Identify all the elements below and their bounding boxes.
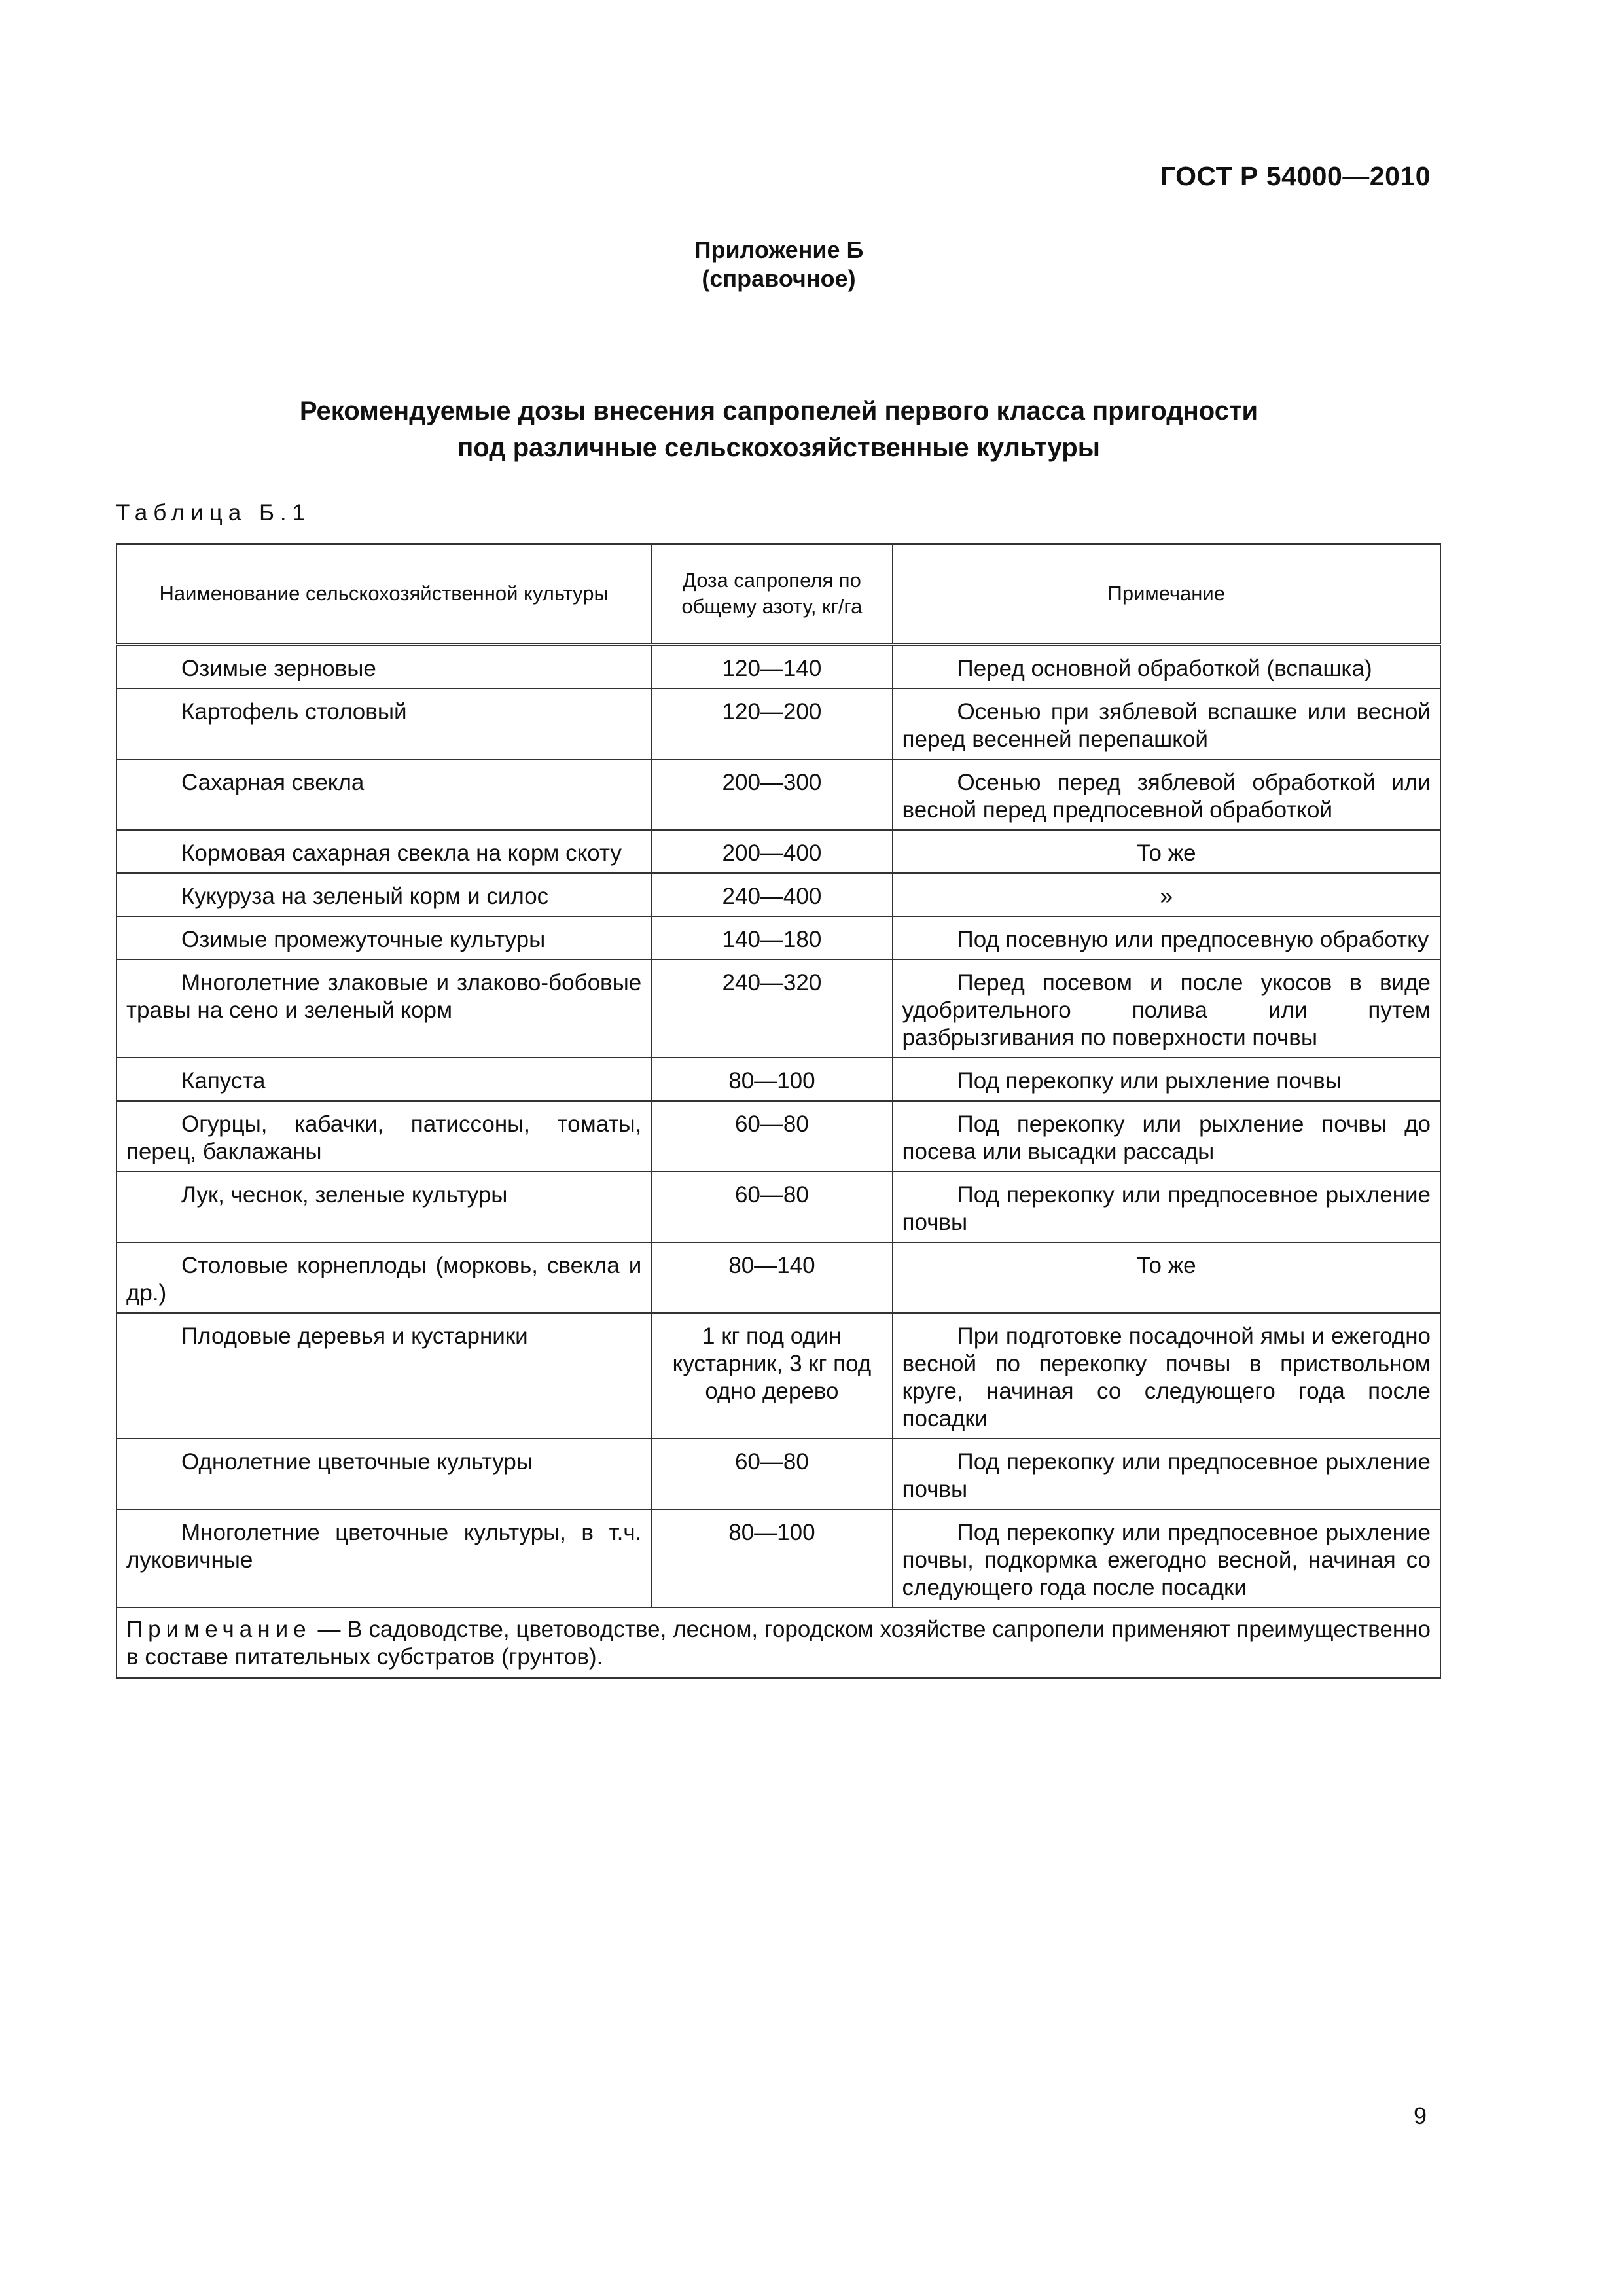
crop-cell: Озимые промежуточные культуры xyxy=(116,916,651,960)
dose-cell: 60—80 xyxy=(651,1101,892,1172)
dose-cell: 240—320 xyxy=(651,960,892,1058)
crop-cell: Кормовая сахарная свекла на корм скоту xyxy=(116,830,651,873)
appendix-kind: (справочное) xyxy=(702,265,856,292)
dose-cell: 80—100 xyxy=(651,1058,892,1101)
table-row xyxy=(116,1172,1440,1242)
footnote-text: — В садоводстве, цветоводстве, лесном, городском хозяйстве сапропели применяют преимущественно в составе питательных субстратов (грунтов). xyxy=(126,1617,1431,1670)
note-cell: Под перекопку или предпосевное рыхление почвы, подкормка ежегодно весной, начиная со следующего года после посадки xyxy=(893,1509,1440,1607)
note-cell: Перед основной обработкой (вспашка) xyxy=(893,645,1440,689)
note-cell: Под посевную или предпосевную обработку xyxy=(893,916,1440,960)
table-footnote xyxy=(116,1607,1440,1678)
document-code: ГОСТ Р 54000—2010 xyxy=(1160,161,1431,191)
crop-cell: Многолетние цветочные культуры, в т.ч. луковичные xyxy=(116,1509,651,1607)
table-row xyxy=(116,960,1440,1058)
crop-cell: Картофель столовый xyxy=(116,689,651,759)
footnote-label: Примечание xyxy=(126,1617,312,1642)
note-cell: То же xyxy=(893,1242,1440,1313)
table-caption: Таблица Б.1 xyxy=(116,500,312,526)
dose-cell: 140—180 xyxy=(651,916,892,960)
crop-cell: Лук, чеснок, зеленые культуры xyxy=(116,1172,651,1242)
header-note: Примечание xyxy=(893,544,1440,645)
dose-cell: 60—80 xyxy=(651,1439,892,1509)
note-cell: Под перекопку или рыхление почвы xyxy=(893,1058,1440,1101)
table-row xyxy=(116,830,1440,873)
table-row xyxy=(116,1101,1440,1172)
note-cell: То же xyxy=(893,830,1440,873)
note-cell: Под перекопку или предпосевное рыхление почвы xyxy=(893,1172,1440,1242)
dose-cell: 240—400 xyxy=(651,873,892,916)
crop-cell: Огурцы, кабачки, патиссоны, томаты, перец, баклажаны xyxy=(116,1101,651,1172)
header-crop: Наименование сельскохозяйственной культуры xyxy=(116,544,651,645)
crop-cell: Озимые зерновые xyxy=(116,645,651,689)
crop-cell: Кукуруза на зеленый корм и силос xyxy=(116,873,651,916)
table-row xyxy=(116,1313,1440,1439)
crop-cell: Капуста xyxy=(116,1058,651,1101)
dose-cell: 80—100 xyxy=(651,1509,892,1607)
dose-cell: 120—140 xyxy=(651,645,892,689)
table-row xyxy=(116,689,1440,759)
crop-cell: Столовые корнеплоды (морковь, свекла и др.) xyxy=(116,1242,651,1313)
note-cell: Осенью перед зяблевой обработкой или весной перед предпосевной обработкой xyxy=(893,759,1440,830)
doses-table xyxy=(116,543,1441,1679)
dose-cell: 1 кг под один кустарник, 3 кг под одно дерево xyxy=(651,1313,892,1439)
table-footnote-row xyxy=(116,1607,1440,1678)
table-row xyxy=(116,645,1440,689)
appendix-title: Приложение Б xyxy=(694,236,864,263)
table-row xyxy=(116,1242,1440,1313)
section-title-line2: под различные сельскохозяйственные культуры xyxy=(457,433,1100,462)
crop-cell: Плодовые деревья и кустарники xyxy=(116,1313,651,1439)
dose-cell: 80—140 xyxy=(651,1242,892,1313)
table-header-row xyxy=(116,544,1440,645)
note-cell: Под перекопку или предпосевное рыхление почвы xyxy=(893,1439,1440,1509)
table-row xyxy=(116,916,1440,960)
dose-cell: 60—80 xyxy=(651,1172,892,1242)
note-cell: Перед посевом и после укосов в виде удобрительного полива или путем разбрызгивания по поверхности почвы xyxy=(893,960,1440,1058)
note-cell: Осенью при зяблевой вспашке или весной перед весенней перепашкой xyxy=(893,689,1440,759)
crop-cell: Однолетние цветочные культуры xyxy=(116,1439,651,1509)
table-row xyxy=(116,873,1440,916)
dose-cell: 120—200 xyxy=(651,689,892,759)
table-row xyxy=(116,1058,1440,1101)
dose-cell: 200—400 xyxy=(651,830,892,873)
table-row xyxy=(116,1509,1440,1607)
note-cell: При подготовке посадочной ямы и ежегодно весной по перекопку почвы в приствольном круге, начиная со следующего года после посадки xyxy=(893,1313,1440,1439)
table-row xyxy=(116,759,1440,830)
header-dose: Доза сапропеля по общему азоту, кг/га xyxy=(651,544,892,645)
section-title-line1: Рекомендуемые дозы внесения сапропелей первого класса пригодности xyxy=(299,397,1258,425)
page-number: 9 xyxy=(1413,2102,1427,2129)
crop-cell: Сахарная свекла xyxy=(116,759,651,830)
table-row xyxy=(116,1439,1440,1509)
note-cell: » xyxy=(893,873,1440,916)
note-cell: Под перекопку или рыхление почвы до посева или высадки рассады xyxy=(893,1101,1440,1172)
dose-cell: 200—300 xyxy=(651,759,892,830)
crop-cell: Многолетние злаковые и злаково-бобовые травы на сено и зеленый корм xyxy=(116,960,651,1058)
